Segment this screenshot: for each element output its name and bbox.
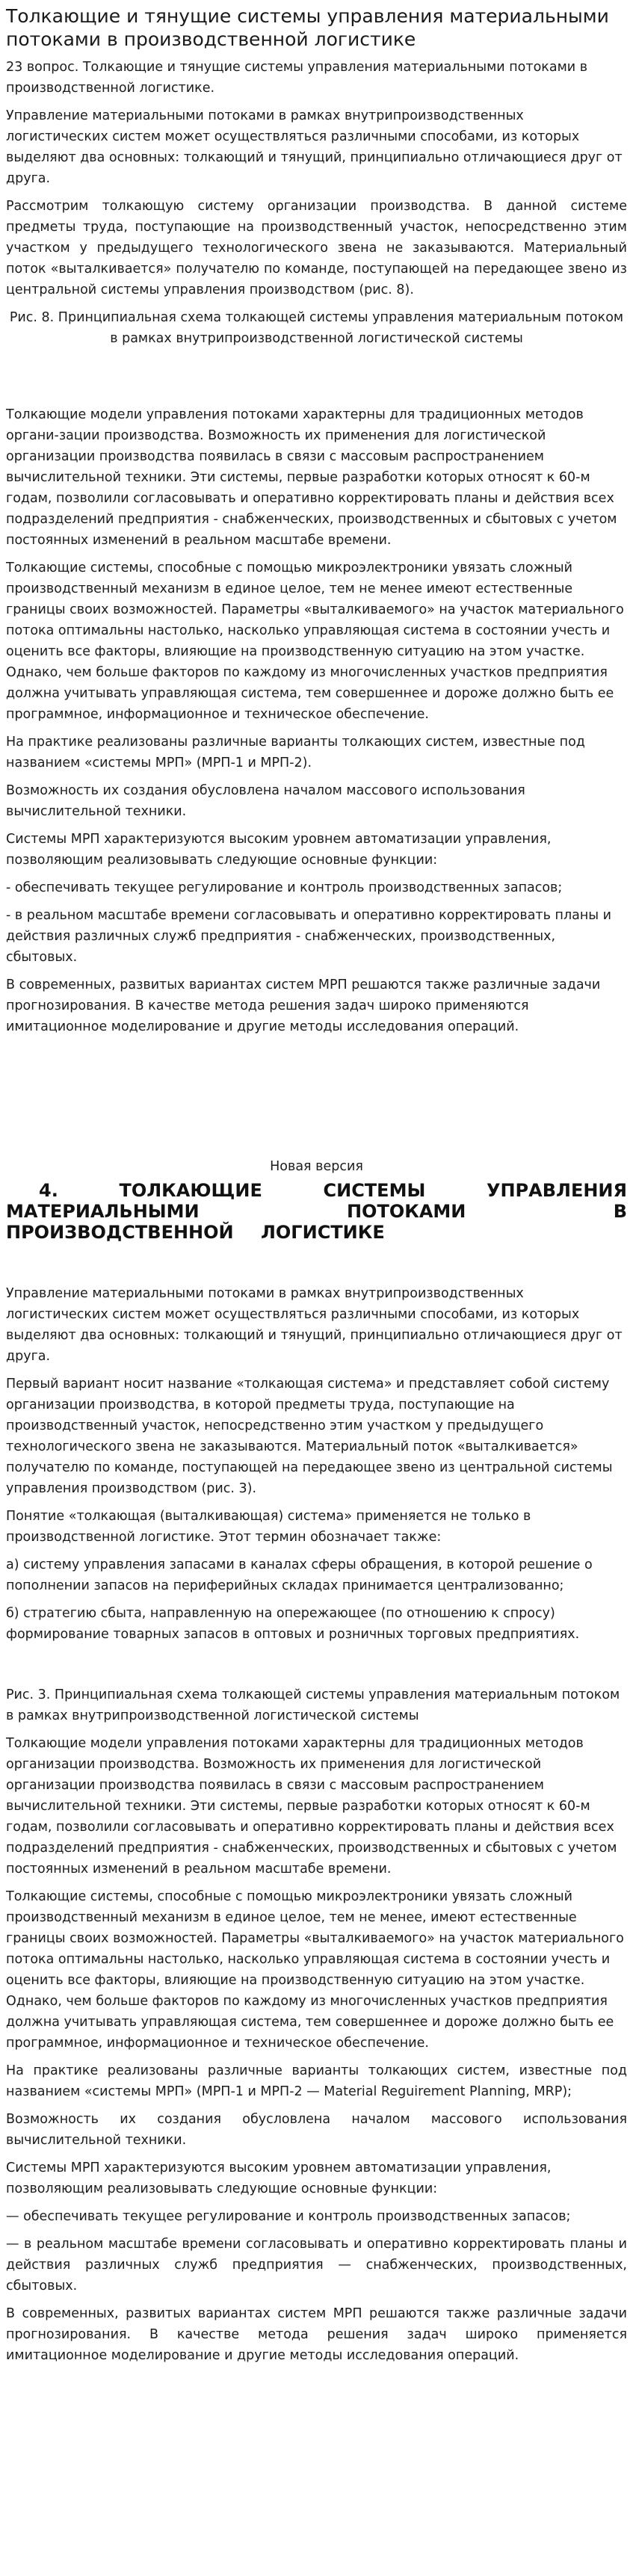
intro-question: 23 вопрос. Толкающие и тянущие системы управления материальными потоками в производственной логистике. — [6, 60, 588, 96]
section-paragraph: Управление материальными потоками в рамках внутрипроизводственных логистических систем может осуществляться различными способами, из которых выделяют два основных: толкающий и тянущий, принципиально отличающиеся друг от друга. — [6, 1286, 623, 1364]
intro-paragraph: Возможность их создания обусловлена началом массового использования вычислительной техники. — [6, 783, 525, 819]
section-paragraph: Толкающие модели управления потоками характерны для традиционных методов организации производства. Возможность их применения для логистической организации производства появилась в связи с массовым распространением вычислительной техники. Эти системы, первые разработки которых относят к 60-м годам, позволили согласовывать и оперативно корректировать планы и действия всех подразделений предприятия - снабженческих, производственных и сбытовых с учетом постоянных изменений в реальном масштабе времени. — [6, 1736, 617, 1877]
intro-paragraph: Управление материальными потоками в рамках внутрипроизводственных логистических систем может осуществляться различными способами, из которых выделяют два основных: толкающий и тянущий, принципиально отличающиеся друг от друга. — [6, 108, 623, 186]
intro-paragraph: Системы МРП характеризуются высоким уровнем автоматизации управления, позволяющим реализовывать следующие основные функции: — [6, 832, 552, 868]
section-paragraph: Понятие «толкающая (выталкивающая) система» применяется не только в производственной логистике. Этот термин обозначает также: — [6, 1509, 531, 1545]
intro-paragraph: Толкающие модели управления потоками характерны для традиционных методов органи-зации производства. Возможность их применения для логистической организации производства появилась в связи с массовым распространением вычислительной техники. Эти системы, первые разработки которых относят к 60-м годам, позволили согласовывать и оперативно корректировать планы и действия всех подразделений предприятия - снабженческих, производственных и сбытовых с учетом постоянных изменений в реальном масштабе времени. — [6, 407, 617, 548]
intro-paragraph: Рассмотрим толкающую систему организации производства. В данной системе предметы труда, поступающие на производственный участок, непосредственно этим участком у предыдущего технологического звена не заказываются. Материальный поток «выталкивается» получателю по команде, поступающей на передающее звено из центральной системы управления производством (рис. 8). — [6, 199, 627, 297]
spacer — [6, 1044, 627, 1156]
figure-caption: Рис. 8. Принципиальная схема толкающей системы управления материальным потоком в рамках внутрипроизводственной логистической системы — [9, 310, 624, 346]
section-paragraph: Возможность их создания обусловлена началом массового использования вычислительной техники. — [6, 2112, 627, 2148]
list-item: б) стратегию сбыта, направленную на опережающее (по отношению к спросу) формирование товарных запасов в оптовых и розничных торговых предприятиях. — [6, 1606, 580, 1642]
intro-paragraph: В современных, развитых вариантах систем МРП решаются также различные задачи прогнозирования. В качестве метода решения задач широко применяются имитационное моделирование и другие методы исследования операций. — [6, 977, 601, 1034]
section-paragraph: Системы МРП характеризуются высоким уровнем автоматизации управления, позволяющим реализовывать следующие основные функции: — [6, 2160, 552, 2196]
section-paragraph: Толкающие системы, способные с помощью микроэлектроники увязать сложный производственный механизм в единое целое, тем не менее, имеют естественные границы своих возможностей. Параметры «выталкиваемого» на участок материального потока оптимальны настолько, насколько управляющая система в состоянии учесть и оценить все факторы, влияющие на производственную ситуацию на этом участке. Однако, чем больше факторов по каждому из многочисленных участков предприятия должна учитывать управляющая система, тем совершеннее и дороже должно быть ее программное, информационное и техническое обеспечение. — [6, 1889, 624, 2051]
section-heading: 4. ТОЛКАЮЩИЕ СИСТЕМЫ УПРАВЛЕНИЯ МАТЕРИАЛЬНЫМИ ПОТОКАМИ В ПРОИЗВОДСТВЕННОЙ ЛОГИСТИКЕ — [6, 1180, 627, 1243]
intro-paragraph: На практике реализованы различные варианты толкающих систем, известные под названием «системы МРП» (МРП-1 и МРП-2). — [6, 735, 585, 770]
figure-caption: Рис. 3. Принципиальная схема толкающей системы управления материальным потоком в рамках внутрипроизводственной логистической системы — [6, 1687, 620, 1723]
section-paragraph: В современных, развитых вариантах систем МРП решаются также различные задачи прогнозирования. В качестве метода решения задач широко применяется имитационное моделирование и другие методы исследования операций. — [6, 2306, 627, 2363]
section-paragraph: Первый вариант носит название «толкающая система» и представляет собой систему организации производства, в которой предметы труда, поступающие на производственный участок, непосредственно этим участком у предыдущего технологического звена не заказываются. Материальный поток «выталкивается» получателю по команде, поступающей на передающее звено из центральной системы управления производством (рис. 3). — [6, 1377, 613, 1496]
list-item: - в реальном масштабе времени согласовывать и оперативно корректировать планы и действия различных служб предприятия - снабженческих, производственных, сбытовых. — [6, 908, 612, 965]
page-title: Толкающие и тянущие системы управления материальными потоками в производственной логистике — [6, 5, 609, 50]
version-label: Новая версия — [270, 1159, 363, 1174]
section-paragraph: На практике реализованы различные варианты толкающих систем, известные под названием «системы МРП» (МРП-1 и МРП-2 — Material Reguirement Planning, MRP); — [6, 2063, 627, 2099]
spacer — [6, 1252, 627, 1283]
spacer — [6, 1652, 627, 1684]
figure-placeholder — [6, 355, 627, 404]
list-item: а) систему управления запасами в каналах сферы обращения, в которой решение о пополнении запасов на периферийных складах принимается централизованно; — [6, 1557, 593, 1593]
list-item: — в реальном масштабе времени согласовывать и оперативно корректировать планы и действия различных служб предприятия — снабженческих, производственных, сбытовых. — [6, 2237, 627, 2294]
list-item: — обеспечивать текущее регулирование и контроль производственных запасов; — [6, 2209, 571, 2224]
list-item: - обеспечивать текущее регулирование и контроль производственных запасов; — [6, 880, 563, 895]
intro-paragraph: Толкающие системы, способные с помощью микроэлектроники увязать сложный производственный механизм в единое целое, тем не менее имеют естественные границы своих возможностей. Параметры «выталкиваемого» на участок материального потока оптимальны настолько, насколько управляющая система в состоянии учесть и оценить все факторы, влияющие на производственную ситуацию на этом участке. Однако, чем больше факторов по каждому из многочисленных участков предприятия должна учитывать управляющая система, тем совершеннее и дороже должно быть ее программное, информационное и техническое обеспечение. — [6, 560, 624, 722]
